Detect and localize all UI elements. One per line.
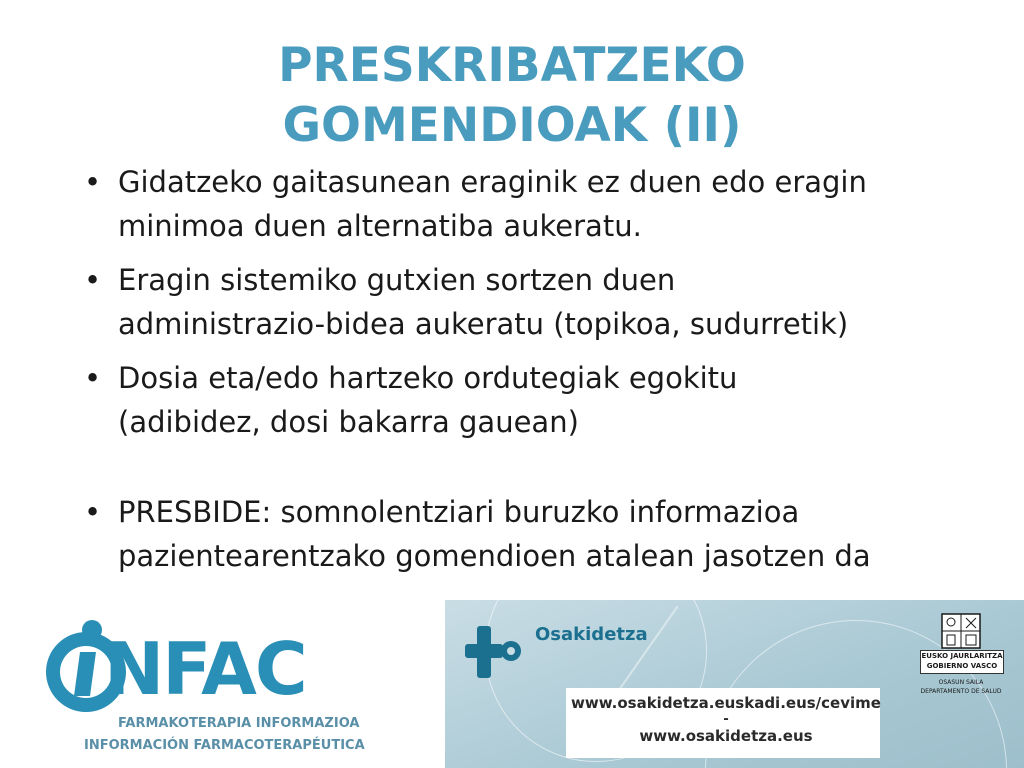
basque-government-name — [920, 650, 1004, 674]
bullet-dot: • — [84, 263, 102, 297]
infac-subtitle-eu: FARMAKOTERAPIA INFORMAZIOA — [118, 716, 360, 731]
bullet-text-line: minimoa duen alternatiba aukeratu. — [118, 209, 642, 243]
bullet-item — [78, 356, 978, 444]
gov-name-eu: EUSKO JAURLARITZA — [921, 652, 1003, 660]
infac-wordmark: NFAC — [104, 627, 306, 711]
bullet-item — [78, 160, 978, 248]
bullet-dot: • — [84, 495, 102, 529]
osakidetza-name: Osakidetza — [535, 624, 648, 645]
bullet-dot: • — [84, 165, 102, 199]
bullet-text-line: PRESBIDE: somnolentziari buruzko informazioa — [118, 495, 800, 529]
bullet-text-line: pazientearentzako gomendioen atalean jasotzen da — [118, 539, 871, 573]
slide-title-line-2: GOMENDIOAK (II) — [282, 98, 742, 153]
cevime-link[interactable]: www.osakidetza.euskadi.eus/cevime — [571, 694, 881, 712]
bullet-text-line: Gidatzeko gaitasunean eraginik ez duen edo eragin — [118, 165, 867, 199]
health-department-name — [918, 678, 1004, 696]
bullet-text-line: administrazio-bidea aukeratu (topikoa, sudurretik) — [118, 307, 849, 341]
slide-title-line-1: PRESKRIBATZEKO — [278, 38, 746, 93]
osakidetza-logo-icon — [465, 618, 535, 688]
basque-government-emblem-icon — [936, 610, 986, 650]
bullet-dot: • — [84, 361, 102, 395]
gov-name-es: GOBIERNO VASCO — [926, 662, 998, 670]
slide-title — [0, 36, 1024, 156]
bullet-list — [78, 160, 978, 588]
bullet-text-line: (adibidez, dosi bakarra gauean) — [118, 405, 579, 439]
dept-name-es: DEPARTAMENTO DE SALUD — [920, 688, 1002, 695]
infac-subtitle-es: INFORMACIÓN FARMACOTERAPÉUTICA — [84, 738, 365, 753]
bullet-text-line: Dosia eta/edo hartzeko ordutegiak egokitu — [118, 361, 738, 395]
bullet-item — [78, 258, 978, 346]
bullet-text-line: Eragin sistemiko gutxien sortzen duen — [118, 263, 676, 297]
url-separator: - — [723, 710, 729, 727]
osakidetza-link[interactable]: www.osakidetza.eus — [639, 727, 813, 745]
bullet-item — [78, 490, 978, 578]
dept-name-eu: OSASUN SAILA — [938, 679, 984, 686]
